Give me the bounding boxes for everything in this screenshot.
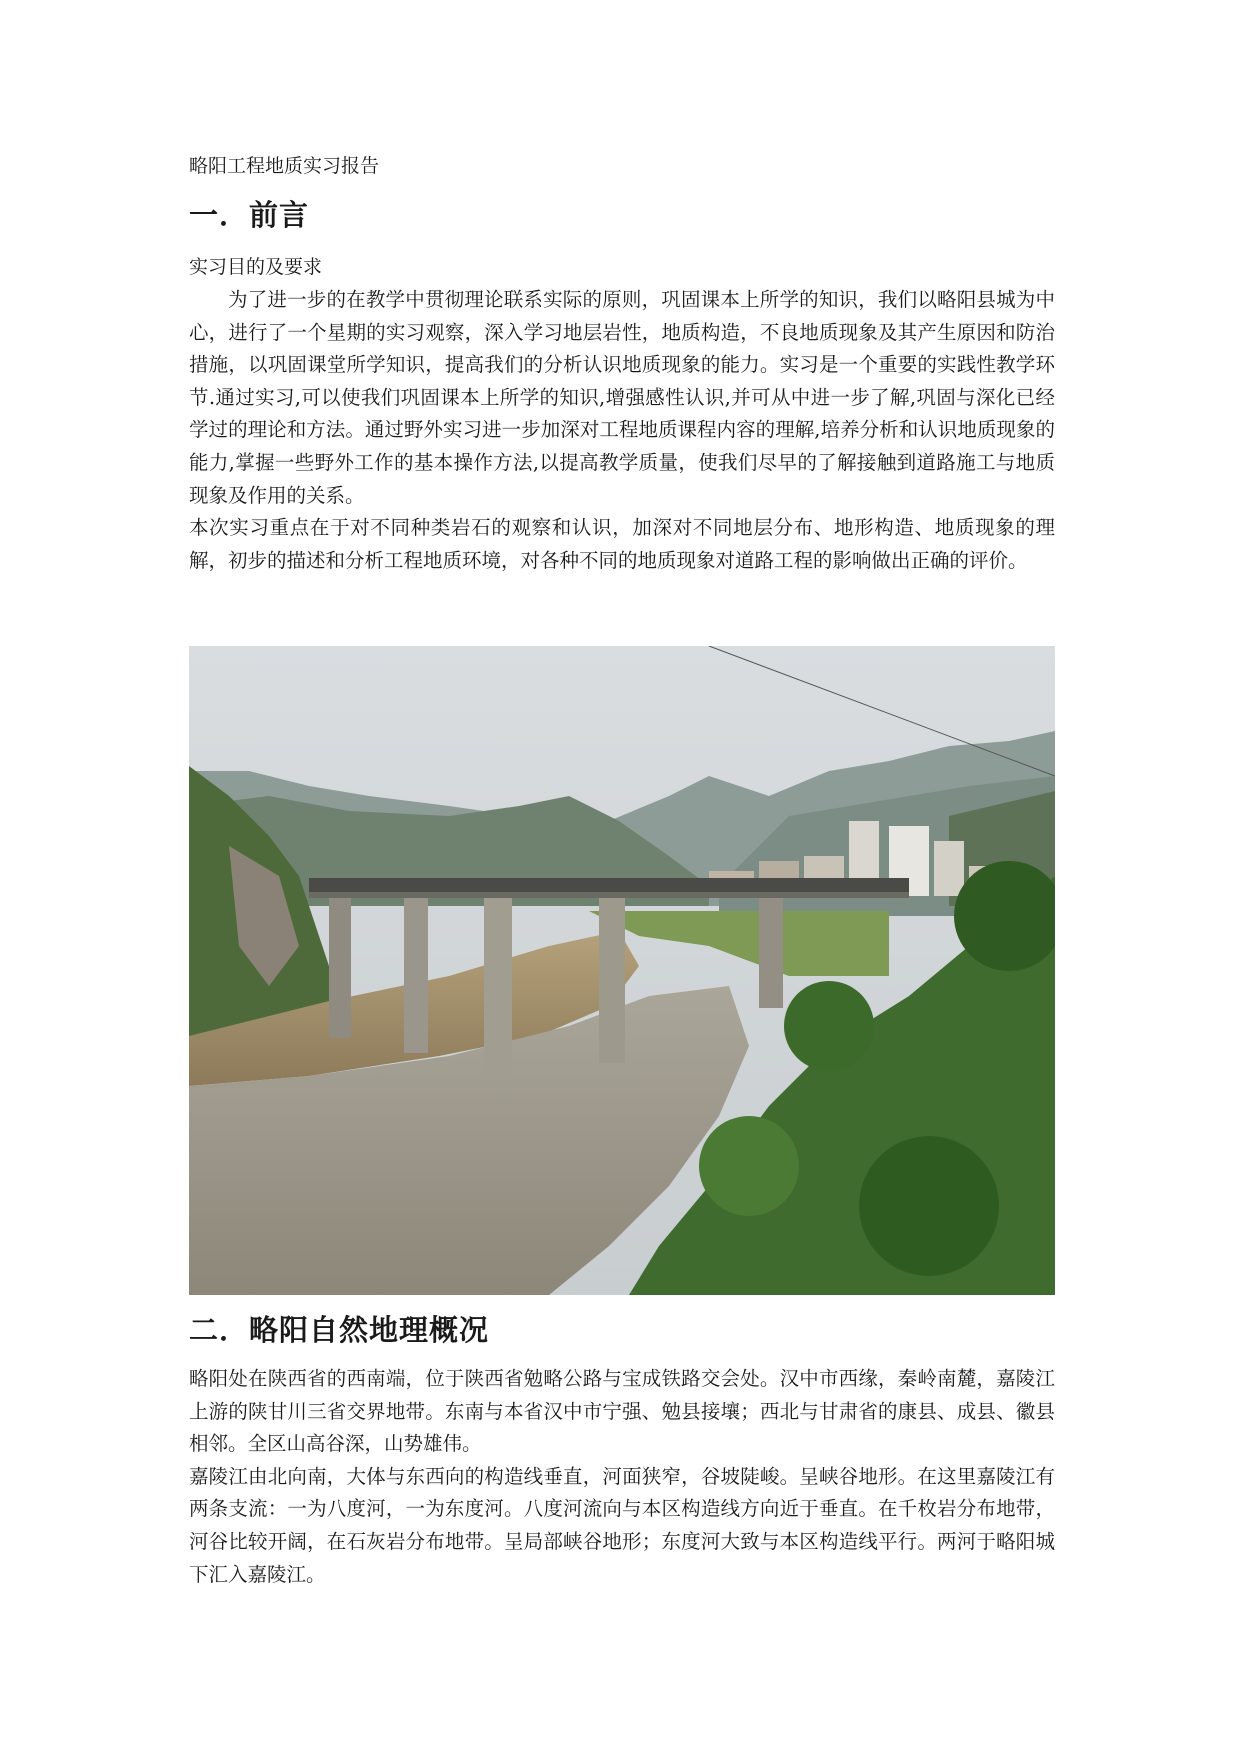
subheading-purpose: 实习目的及要求 bbox=[189, 256, 323, 278]
section1-body bbox=[189, 284, 1055, 577]
section-heading-geography: 二．略阳自然地理概况 bbox=[189, 1313, 490, 1347]
body-paragraph: 为了进一步的在教学中贯彻理论联系实际的原则，巩固课本上所学的知识，我们以略阳县城为中心，进行了一个星期的实习观察，深入学习地层岩性，地质构造，不良地质现象及其产生原因和防治措施，以巩固课堂所学知识，提高我们的分析认识地质现象的能力。实习是一个重要的实践性教学环节.通过实习,可以使我们巩固课本上所学的知识,增强感性认识,并可从中进一步了解,巩固与深化已经学过的理论和方法。通过野外实习进一步加深对工程地质课程内容的理解,培养分析和认识地质现象的能力,掌握一些野外工作的基本操作方法,以提高教学质量，使我们尽早的了解接触到道路施工与地质现象及作用的关系。 bbox=[189, 288, 1055, 507]
body-paragraph: 略阳处在陕西省的西南端，位于陕西省勉略公路与宝成铁路交会处。汉中市西缘，秦岭南麓，嘉陵江上游的陕甘川三省交界地带。东南与本省汉中市宁强、勉县接壤；西北与甘肃省的康县、成县、徽县相邻。全区山高谷深，山势雄伟。 bbox=[189, 1367, 1055, 1456]
section-heading-preface: 一．前言 bbox=[189, 198, 310, 232]
body-paragraph: 嘉陵江由北向南，大体与东西向的构造线垂直，河面狭窄，谷坡陡峻。呈峡谷地形。在这里嘉陵江有两条支流：一为八度河，一为东度河。八度河流向与本区构造线方向近于垂直。在千枚岩分布地带，河谷比较开阔，在石灰岩分布地带。呈局部峡谷地形；东度河大致与本区构造线平行。两河于略阳城下汇入嘉陵江。 bbox=[189, 1464, 1055, 1586]
body-paragraph: 本次实习重点在于对不同种类岩石的观察和认识，加深对不同地层分布、地形构造、地质现象的理解，初步的描述和分析工程地质环境，对各种不同的地质现象对道路工程的影响做出正确的评价。 bbox=[189, 516, 1055, 572]
section2-body bbox=[189, 1363, 1055, 1591]
river-bridge-photo bbox=[189, 646, 1055, 1295]
document-title: 略阳工程地质实习报告 bbox=[189, 155, 380, 177]
